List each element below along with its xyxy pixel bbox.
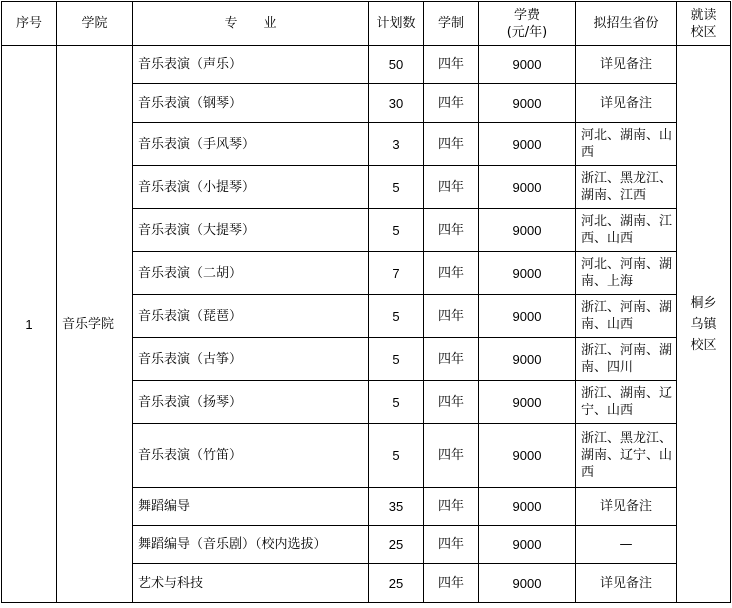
table-row xyxy=(2,46,731,84)
header-fee: 学费 (元/年) xyxy=(479,2,576,46)
group-index-cell: 1 xyxy=(2,46,57,603)
duration-cell: 四年 xyxy=(424,564,479,603)
header-campus: 就读 校区 xyxy=(677,2,731,46)
fee-cell: 9000 xyxy=(479,488,576,526)
major-cell: 音乐表演（扬琴） xyxy=(133,381,369,424)
provinces-cell: 浙江、湖南、辽宁、山西 xyxy=(576,381,677,424)
fee-cell: 9000 xyxy=(479,424,576,488)
fee-cell: 9000 xyxy=(479,381,576,424)
duration-cell: 四年 xyxy=(424,381,479,424)
header-index: 序号 xyxy=(2,2,57,46)
major-cell: 艺术与科技 xyxy=(133,564,369,603)
provinces-cell: 浙江、河南、湖南、山西 xyxy=(576,295,677,338)
plan-cell: 5 xyxy=(369,381,424,424)
fee-cell: 9000 xyxy=(479,526,576,564)
header-duration: 学制 xyxy=(424,2,479,46)
fee-cell: 9000 xyxy=(479,123,576,166)
plan-cell: 5 xyxy=(369,338,424,381)
duration-cell: 四年 xyxy=(424,295,479,338)
group-college-cell: 音乐学院 xyxy=(57,46,133,603)
provinces-cell: 浙江、河南、湖南、四川 xyxy=(576,338,677,381)
plan-cell: 30 xyxy=(369,84,424,123)
major-cell: 音乐表演（声乐） xyxy=(133,46,369,84)
header-college: 学院 xyxy=(57,2,133,46)
plan-cell: 25 xyxy=(369,564,424,603)
plan-cell: 5 xyxy=(369,295,424,338)
enrollment-table xyxy=(1,1,731,603)
provinces-cell: 详见备注 xyxy=(576,46,677,84)
duration-cell: 四年 xyxy=(424,209,479,252)
fee-cell: 9000 xyxy=(479,166,576,209)
table-body xyxy=(2,46,731,603)
fee-cell: 9000 xyxy=(479,209,576,252)
header-major: 专 业 xyxy=(133,2,369,46)
plan-cell: 50 xyxy=(369,46,424,84)
major-cell: 音乐表演（手风琴） xyxy=(133,123,369,166)
fee-cell: 9000 xyxy=(479,295,576,338)
fee-cell: 9000 xyxy=(479,84,576,123)
provinces-cell: 详见备注 xyxy=(576,84,677,123)
duration-cell: 四年 xyxy=(424,166,479,209)
plan-cell: 7 xyxy=(369,252,424,295)
major-cell: 舞蹈编导（音乐剧）（校内选拔） xyxy=(133,526,369,564)
duration-cell: 四年 xyxy=(424,338,479,381)
major-cell: 音乐表演（古筝） xyxy=(133,338,369,381)
provinces-cell: 河北、湖南、江西、山西 xyxy=(576,209,677,252)
duration-cell: 四年 xyxy=(424,123,479,166)
plan-cell: 5 xyxy=(369,166,424,209)
group-campus-cell: 桐乡 乌镇 校区 xyxy=(677,46,731,603)
major-cell: 音乐表演（竹笛） xyxy=(133,424,369,488)
plan-cell: 5 xyxy=(369,209,424,252)
header-plan: 计划数 xyxy=(369,2,424,46)
fee-cell: 9000 xyxy=(479,564,576,603)
duration-cell: 四年 xyxy=(424,252,479,295)
provinces-cell: 详见备注 xyxy=(576,564,677,603)
fee-cell: 9000 xyxy=(479,338,576,381)
provinces-cell: 详见备注 xyxy=(576,488,677,526)
fee-cell: 9000 xyxy=(479,46,576,84)
major-cell: 舞蹈编导 xyxy=(133,488,369,526)
plan-cell: 3 xyxy=(369,123,424,166)
duration-cell: 四年 xyxy=(424,424,479,488)
table-header-row xyxy=(2,2,731,46)
provinces-cell: 浙江、黑龙江、湖南、江西 xyxy=(576,166,677,209)
duration-cell: 四年 xyxy=(424,526,479,564)
major-cell: 音乐表演（小提琴） xyxy=(133,166,369,209)
major-cell: 音乐表演（琵琶） xyxy=(133,295,369,338)
provinces-cell: 河北、河南、湖南、上海 xyxy=(576,252,677,295)
plan-cell: 5 xyxy=(369,424,424,488)
major-cell: 音乐表演（大提琴） xyxy=(133,209,369,252)
duration-cell: 四年 xyxy=(424,488,479,526)
major-cell: 音乐表演（二胡） xyxy=(133,252,369,295)
plan-cell: 25 xyxy=(369,526,424,564)
provinces-cell: 浙江、黑龙江、湖南、辽宁、山西 xyxy=(576,424,677,488)
provinces-cell: — xyxy=(576,526,677,564)
header-provinces: 拟招生省份 xyxy=(576,2,677,46)
provinces-cell: 河北、湖南、山西 xyxy=(576,123,677,166)
duration-cell: 四年 xyxy=(424,84,479,123)
major-cell: 音乐表演（钢琴） xyxy=(133,84,369,123)
plan-cell: 35 xyxy=(369,488,424,526)
fee-cell: 9000 xyxy=(479,252,576,295)
duration-cell: 四年 xyxy=(424,46,479,84)
